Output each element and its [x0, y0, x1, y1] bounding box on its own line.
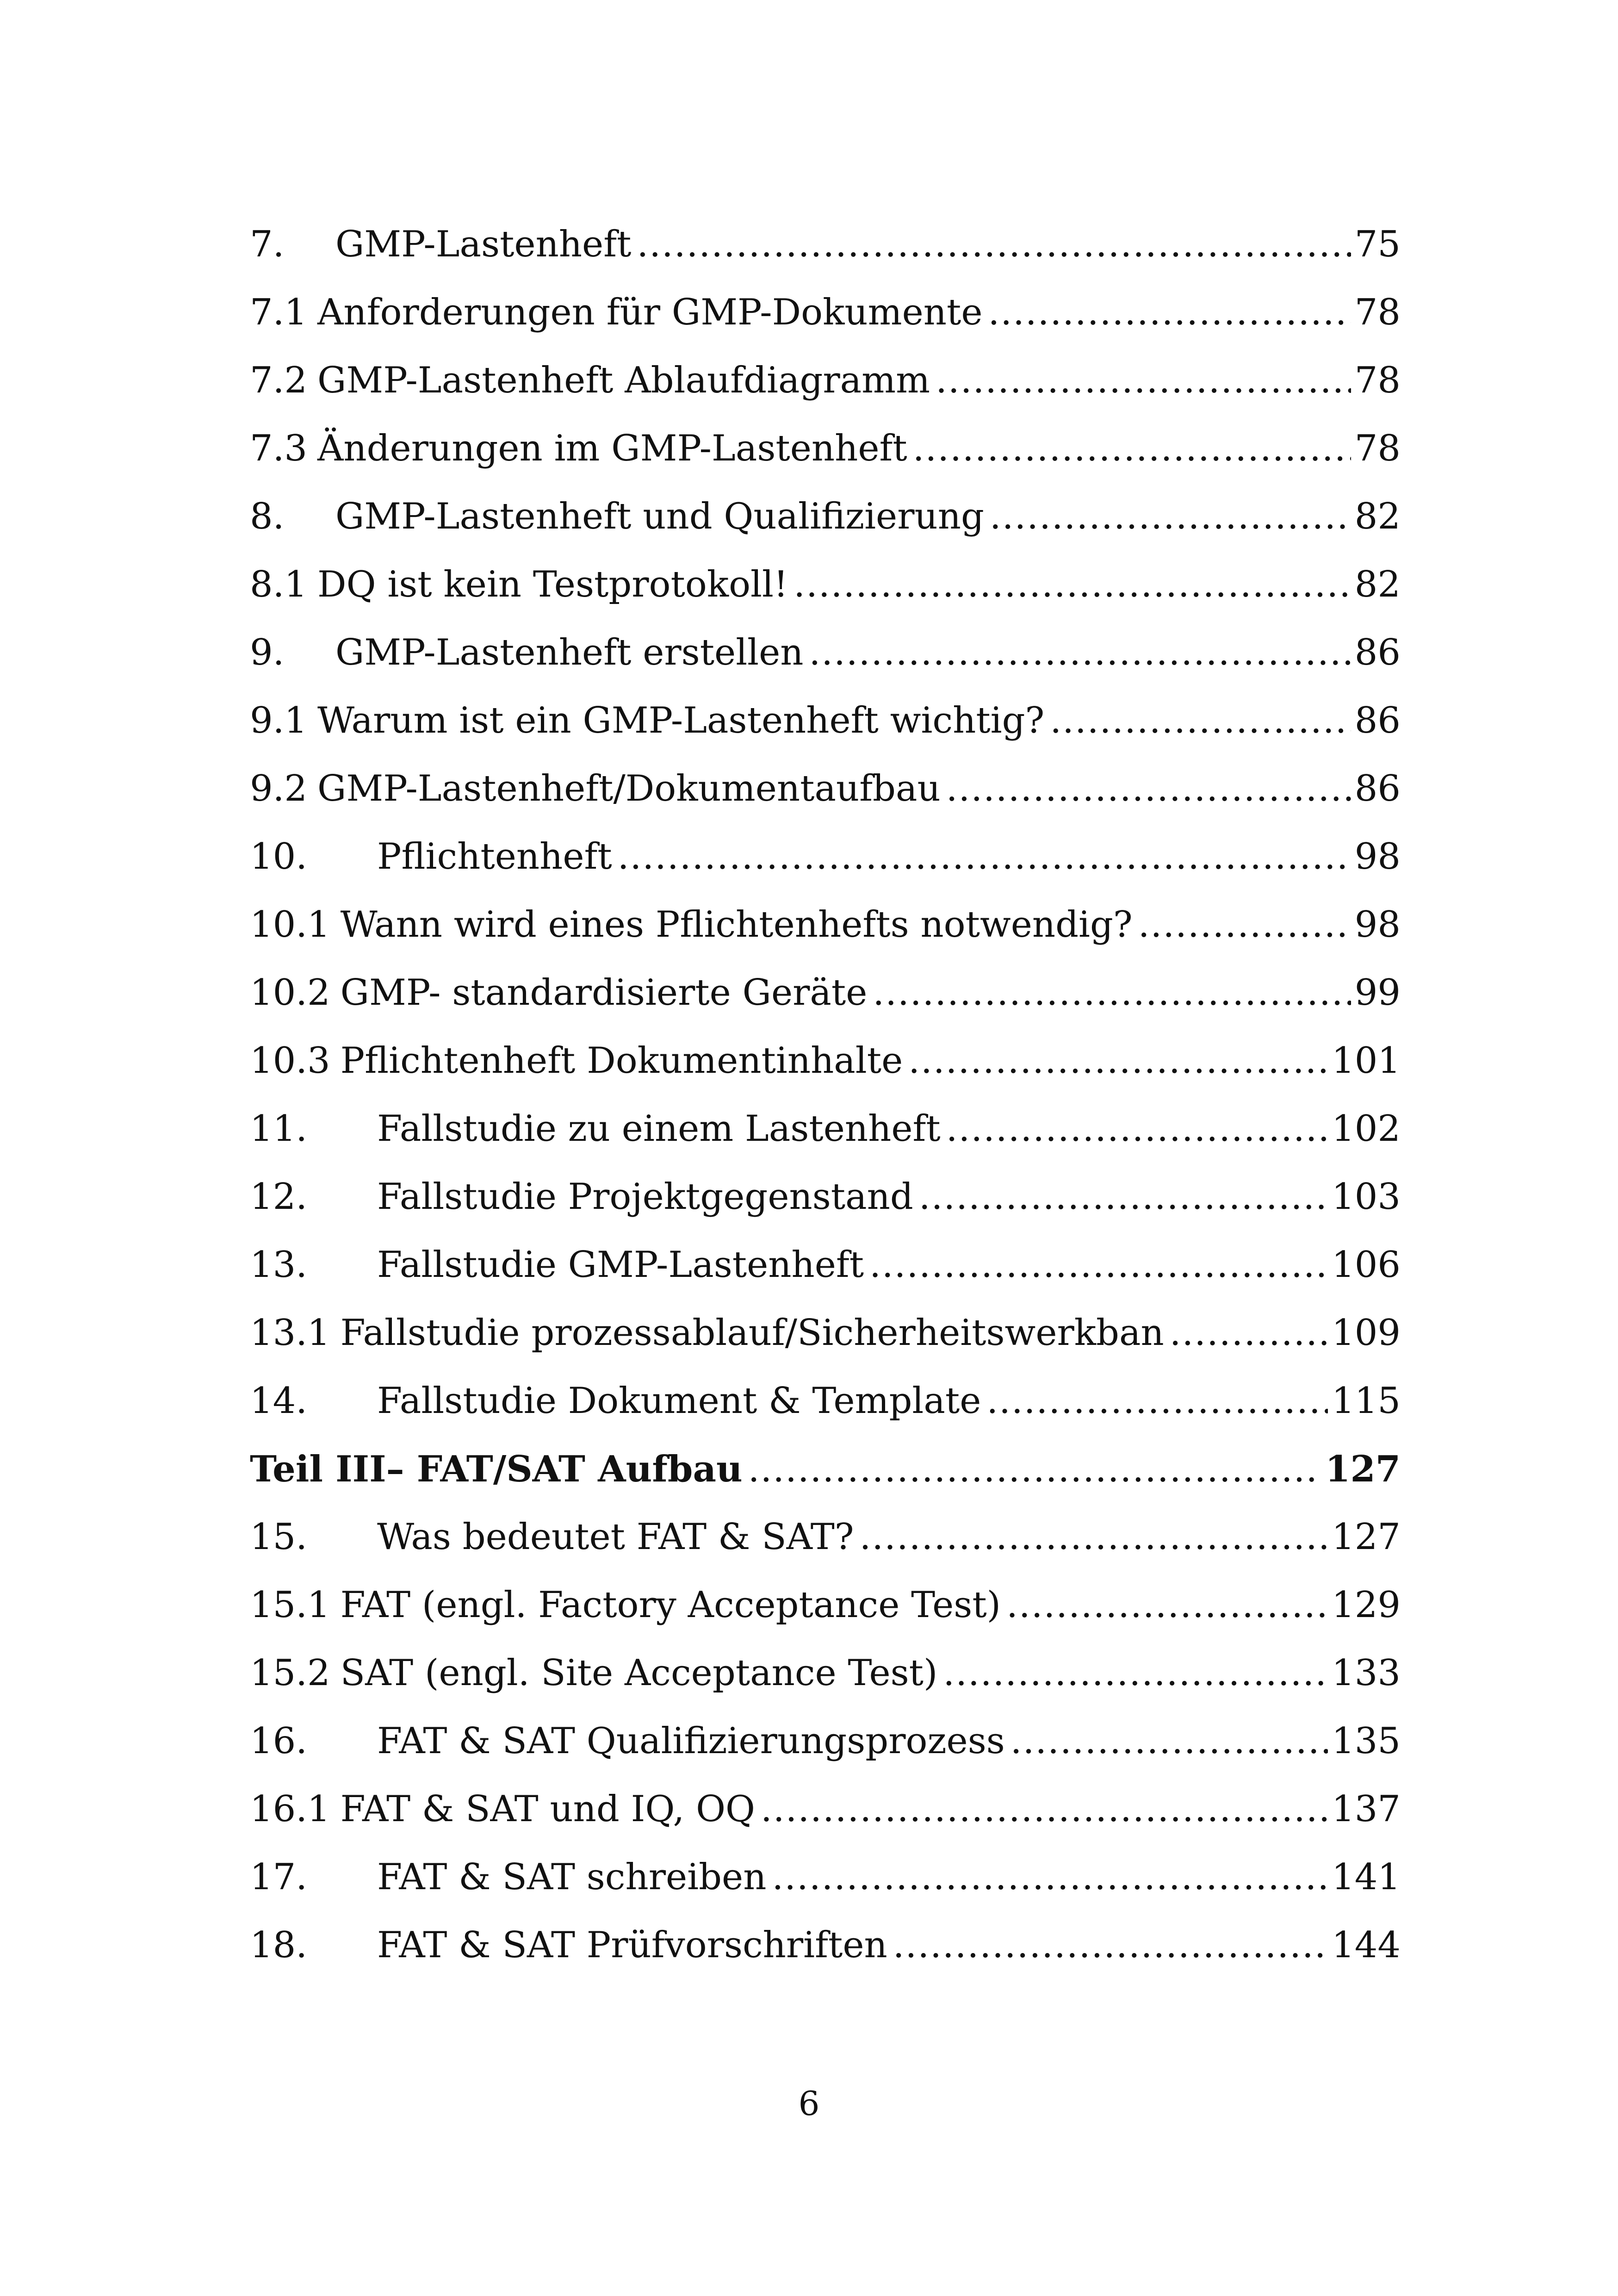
toc-dot-leader: [1050, 687, 1351, 755]
toc-entry-number: 10.3: [250, 1040, 330, 1082]
toc-entry[interactable]: [250, 1367, 1401, 1435]
toc-dot-leader: [637, 211, 1351, 279]
toc-entry[interactable]: [250, 1163, 1401, 1231]
table-of-contents: [250, 211, 1401, 1979]
toc-entry[interactable]: [250, 551, 1401, 619]
toc-entry-title: FAT & SAT Prüfvorschriften: [377, 1924, 887, 1966]
toc-entry-number: 12.: [250, 1176, 308, 1218]
toc-entry-page: 99: [1354, 972, 1401, 1014]
toc-entry[interactable]: [250, 415, 1401, 483]
toc-entry-page: 82: [1354, 496, 1401, 537]
toc-entry-page: 127: [1332, 1516, 1401, 1558]
toc-entry[interactable]: [250, 1095, 1401, 1163]
toc-entry-number: 7.1: [250, 292, 308, 333]
toc-entry[interactable]: [250, 279, 1401, 347]
toc-dot-leader: [990, 483, 1351, 551]
toc-entry-title: Anforderungen für GMP-Dokumente: [317, 292, 983, 333]
toc-entry-title: Fallstudie Projektgegenstand: [377, 1176, 913, 1218]
toc-entry[interactable]: [250, 687, 1401, 755]
toc-entry-number: 8.: [250, 496, 285, 537]
toc-entry[interactable]: [250, 1639, 1401, 1707]
toc-entry-page: 135: [1332, 1720, 1401, 1762]
toc-entry-page: 127: [1325, 1448, 1401, 1490]
toc-dot-leader: [860, 1503, 1328, 1571]
toc-entry[interactable]: [250, 619, 1401, 687]
toc-entry-number: 9.1: [250, 700, 308, 741]
toc-entry-number: 11.: [250, 1108, 308, 1150]
toc-dot-leader: [794, 551, 1351, 619]
toc-entry-title: Pflichtenheft Dokumentinhalte: [340, 1040, 903, 1082]
toc-entry-page: 98: [1354, 904, 1401, 946]
toc-entry-title: Was bedeutet FAT & SAT?: [377, 1516, 854, 1558]
toc-entry-page: 109: [1332, 1312, 1401, 1354]
toc-entry-number: 7.2: [250, 360, 308, 401]
toc-entry-title: Fallstudie prozessablauf/Sicherheitswerkban: [340, 1312, 1164, 1354]
toc-entry-title: FAT & SAT und IQ, OQ: [340, 1788, 755, 1830]
toc-entry-number: 15.1: [250, 1584, 330, 1626]
toc-entry-number: 10.1: [250, 904, 330, 946]
toc-entry-title: DQ ist kein Testprotokoll!: [317, 564, 788, 605]
toc-entry[interactable]: [250, 1775, 1401, 1843]
toc-entry-page: 98: [1354, 836, 1401, 877]
toc-entry-title: GMP- standardisierte Geräte: [340, 972, 868, 1014]
toc-entry-page: 144: [1332, 1924, 1401, 1966]
toc-entry-number: 14.: [250, 1380, 308, 1422]
toc-entry[interactable]: [250, 959, 1401, 1027]
toc-entry-title: FAT & SAT schreiben: [377, 1856, 767, 1898]
toc-entry-number: 17.: [250, 1856, 308, 1898]
toc-entry[interactable]: [250, 1571, 1401, 1639]
toc-entry-number: 9.2: [250, 768, 308, 809]
toc-dot-leader: [1170, 1299, 1328, 1367]
toc-dot-leader: [943, 1639, 1328, 1707]
toc-entry-title: GMP-Lastenheft Ablaufdiagramm: [317, 360, 930, 401]
toc-entry-number: 15.2: [250, 1652, 330, 1694]
toc-part-heading[interactable]: [250, 1435, 1401, 1503]
toc-entry-title: Fallstudie GMP-Lastenheft: [377, 1244, 864, 1286]
toc-dot-leader: [919, 1163, 1328, 1231]
toc-entry-number: 10.2: [250, 972, 330, 1014]
toc-entry-number: 15.: [250, 1516, 308, 1558]
toc-entry-page: 106: [1332, 1244, 1401, 1286]
toc-entry-number: 13.: [250, 1244, 308, 1286]
toc-entry-title: Fallstudie Dokument & Template: [377, 1380, 981, 1422]
toc-dot-leader: [1138, 891, 1351, 959]
toc-entry-number: 10.: [250, 836, 308, 877]
toc-dot-leader: [946, 755, 1351, 823]
toc-entry[interactable]: [250, 1027, 1401, 1095]
toc-entry-page: 86: [1354, 700, 1401, 741]
toc-dot-leader: [908, 1027, 1328, 1095]
toc-dot-leader: [893, 1911, 1328, 1979]
toc-dot-leader: [1006, 1571, 1328, 1639]
toc-entry-title: FAT & SAT Qualifizierungsprozess: [377, 1720, 1005, 1762]
toc-dot-leader: [946, 1095, 1328, 1163]
toc-entry-page: 141: [1332, 1856, 1401, 1898]
toc-entry-page: 86: [1354, 768, 1401, 809]
toc-dot-leader: [873, 959, 1351, 1027]
toc-entry-title: Fallstudie zu einem Lastenheft: [377, 1108, 941, 1150]
toc-entry-number: 9.: [250, 632, 285, 673]
toc-entry-page: 115: [1332, 1380, 1401, 1422]
toc-entry-number: 13.1: [250, 1312, 330, 1354]
toc-entry-page: 133: [1332, 1652, 1401, 1694]
toc-entry[interactable]: [250, 1503, 1401, 1571]
toc-dot-leader: [986, 1367, 1328, 1435]
toc-dot-leader: [809, 619, 1351, 687]
toc-entry-page: 75: [1354, 224, 1401, 265]
toc-entry-title: GMP-Lastenheft: [335, 224, 632, 265]
toc-entry[interactable]: [250, 1843, 1401, 1911]
toc-entry-title: Warum ist ein GMP-Lastenheft wichtig?: [317, 700, 1045, 741]
toc-entry-number: 7.3: [250, 428, 308, 469]
toc-entry-page: 78: [1354, 360, 1401, 401]
toc-entry-number: 8.1: [250, 564, 308, 605]
toc-entry-title: Teil III– FAT/SAT Aufbau: [250, 1448, 743, 1490]
toc-dot-leader: [761, 1775, 1328, 1843]
toc-dot-leader: [869, 1231, 1328, 1299]
toc-entry-page: 102: [1332, 1108, 1401, 1150]
toc-entry-title: FAT (engl. Factory Acceptance Test): [340, 1584, 1001, 1626]
toc-entry-page: 86: [1354, 632, 1401, 673]
toc-dot-leader: [618, 823, 1351, 891]
toc-entry-title: SAT (engl. Site Acceptance Test): [340, 1652, 938, 1694]
toc-entry-page: 101: [1332, 1040, 1401, 1082]
toc-entry-title: Änderungen im GMP-Lastenheft: [317, 428, 907, 469]
toc-entry-number: 7.: [250, 224, 285, 265]
toc-entry-title: Pflichtenheft: [377, 836, 612, 877]
toc-dot-leader: [772, 1843, 1328, 1911]
toc-entry-title: GMP-Lastenheft/Dokumentaufbau: [317, 768, 941, 809]
toc-dot-leader: [988, 279, 1351, 347]
toc-entry-title: GMP-Lastenheft erstellen: [335, 632, 804, 673]
toc-entry[interactable]: [250, 347, 1401, 415]
toc-dot-leader: [748, 1436, 1321, 1504]
toc-entry-page: 78: [1354, 292, 1401, 333]
toc-entry-page: 78: [1354, 428, 1401, 469]
toc-entry[interactable]: [250, 891, 1401, 959]
toc-entry[interactable]: [250, 1231, 1401, 1299]
toc-entry-page: 82: [1354, 564, 1401, 605]
toc-entry[interactable]: [250, 755, 1401, 823]
toc-entry[interactable]: [250, 483, 1401, 551]
page-number: 6: [798, 2084, 820, 2123]
toc-dot-leader: [913, 415, 1351, 483]
toc-entry-number: 16.1: [250, 1788, 330, 1830]
toc-entry-title: GMP-Lastenheft und Qualifizierung: [335, 496, 984, 537]
toc-entry[interactable]: [250, 211, 1401, 279]
toc-dot-leader: [1010, 1707, 1328, 1775]
toc-dot-leader: [936, 347, 1351, 415]
toc-entry-page: 137: [1332, 1788, 1401, 1830]
toc-entry[interactable]: [250, 1707, 1401, 1775]
toc-entry[interactable]: [250, 823, 1401, 891]
toc-entry-page: 103: [1332, 1176, 1401, 1218]
toc-entry[interactable]: [250, 1911, 1401, 1979]
toc-entry-page: 129: [1332, 1584, 1401, 1626]
toc-entry-number: 16.: [250, 1720, 308, 1762]
toc-entry-title: Wann wird eines Pflichtenhefts notwendig?: [340, 904, 1133, 946]
toc-entry[interactable]: [250, 1299, 1401, 1367]
toc-entry-number: 18.: [250, 1924, 308, 1966]
